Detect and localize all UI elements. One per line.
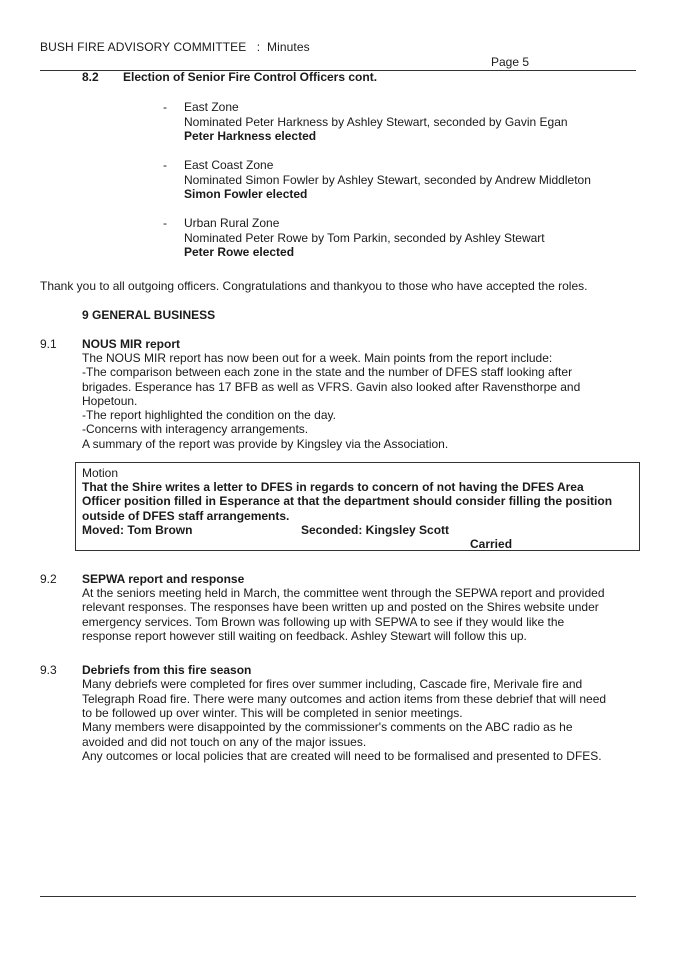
paragraph-line: to be followed up over winter. This will be completed in senior meetings.: [82, 706, 463, 720]
motion-label: Motion: [82, 466, 119, 480]
zone-nomination: Nominated Peter Rowe by Tom Parkin, seconded by Ashley Stewart: [184, 231, 545, 245]
paragraph-line: -The report highlighted the condition on the day.: [82, 408, 336, 422]
thanks-paragraph: Thank you to all outgoing officers. Congratulations and thankyou to those who have accepted the roles.: [40, 279, 588, 293]
section-8-2-heading: Election of Senior Fire Control Officers cont.: [123, 70, 378, 84]
zone-result: Peter Harkness elected: [184, 129, 317, 143]
document-header: [40, 40, 310, 54]
section-9-1-number: 9.1: [40, 337, 57, 351]
section-8-2-number: 8.2: [82, 70, 99, 84]
motion-moved-by: Moved: Tom Brown: [82, 523, 193, 537]
zone-name: East Zone: [184, 100, 239, 114]
paragraph-line: Many members were disappointed by the commissioner's comments on the ABC radio as he: [82, 720, 573, 734]
motion-text-line: That the Shire writes a letter to DFES in regards to concern of not having the DFES Area: [82, 480, 584, 494]
paragraph-line: response report however still waiting on feedback. Ashley Stewart will follow this up.: [82, 629, 527, 643]
paragraph-line: Telegraph Road fire. There were many outcomes and action items from these debrief that will need: [82, 692, 607, 706]
zone-result: Simon Fowler elected: [184, 187, 308, 201]
paragraph-line: relevant responses. The responses have been written up and posted on the Shires website under: [82, 600, 599, 614]
dash-bullet: -: [163, 216, 167, 230]
section-9-1-heading: NOUS MIR report: [82, 337, 181, 351]
zone-name: East Coast Zone: [184, 158, 274, 172]
paragraph-line: Many debriefs were completed for fires over summer including, Cascade fire, Merivale fire and: [82, 677, 583, 691]
dash-bullet: -: [163, 158, 167, 172]
dash-bullet: -: [163, 100, 167, 114]
paragraph-line: Any outcomes or local policies that are created will need to be formalised and presented to DFES.: [82, 749, 602, 763]
motion-result: Carried: [470, 537, 513, 551]
zone-nomination: Nominated Simon Fowler by Ashley Stewart, seconded by Andrew Middleton: [184, 173, 591, 187]
paragraph-line: Hopetoun.: [82, 394, 138, 408]
section-9-2-number: 9.2: [40, 572, 57, 586]
paragraph-line: -The comparison between each zone in the state and the number of DFES staff looking after: [82, 365, 573, 379]
section-9-3-number: 9.3: [40, 663, 57, 677]
section-9-2-heading: SEPWA report and response: [82, 572, 245, 586]
committee-name: BUSH FIRE ADVISORY COMMITTEE: [40, 40, 247, 54]
paragraph-line: emergency services. Tom Brown was following up with SEPWA to see if they would like the: [82, 615, 565, 629]
paragraph-line: At the seniors meeting held in March, the committee went through the SEPWA report and provided: [82, 586, 605, 600]
paragraph-line: avoided and did not touch on any of the major issues.: [82, 735, 367, 749]
header-separator: :: [256, 40, 261, 54]
motion-seconded-by: Seconded: Kingsley Scott: [301, 523, 450, 537]
paragraph-line: The NOUS MIR report has now been out for a week. Main points from the report include:: [82, 351, 553, 365]
zone-name: Urban Rural Zone: [184, 216, 280, 230]
document-type: Minutes: [267, 40, 310, 54]
paragraph-line: brigades. Esperance has 17 BFB as well as VFRS. Gavin also looked after Ravensthorpe and: [82, 380, 581, 394]
motion-text-line: Officer position filled in Esperance at that the department should consider filling the position: [82, 494, 613, 508]
page-number: Page 5: [491, 55, 530, 69]
section-9-3-heading: Debriefs from this fire season: [82, 663, 252, 677]
motion-text-line: outside of DFES staff arrangements.: [82, 509, 290, 523]
paragraph-line: A summary of the report was provide by Kingsley via the Association.: [82, 437, 449, 451]
footer-rule: [40, 896, 636, 897]
general-business-heading: 9 GENERAL BUSINESS: [82, 308, 216, 322]
paragraph-line: -Concerns with interagency arrangements.: [82, 422, 309, 436]
zone-nomination: Nominated Peter Harkness by Ashley Stewart, seconded by Gavin Egan: [184, 115, 568, 129]
zone-result: Peter Rowe elected: [184, 245, 295, 259]
